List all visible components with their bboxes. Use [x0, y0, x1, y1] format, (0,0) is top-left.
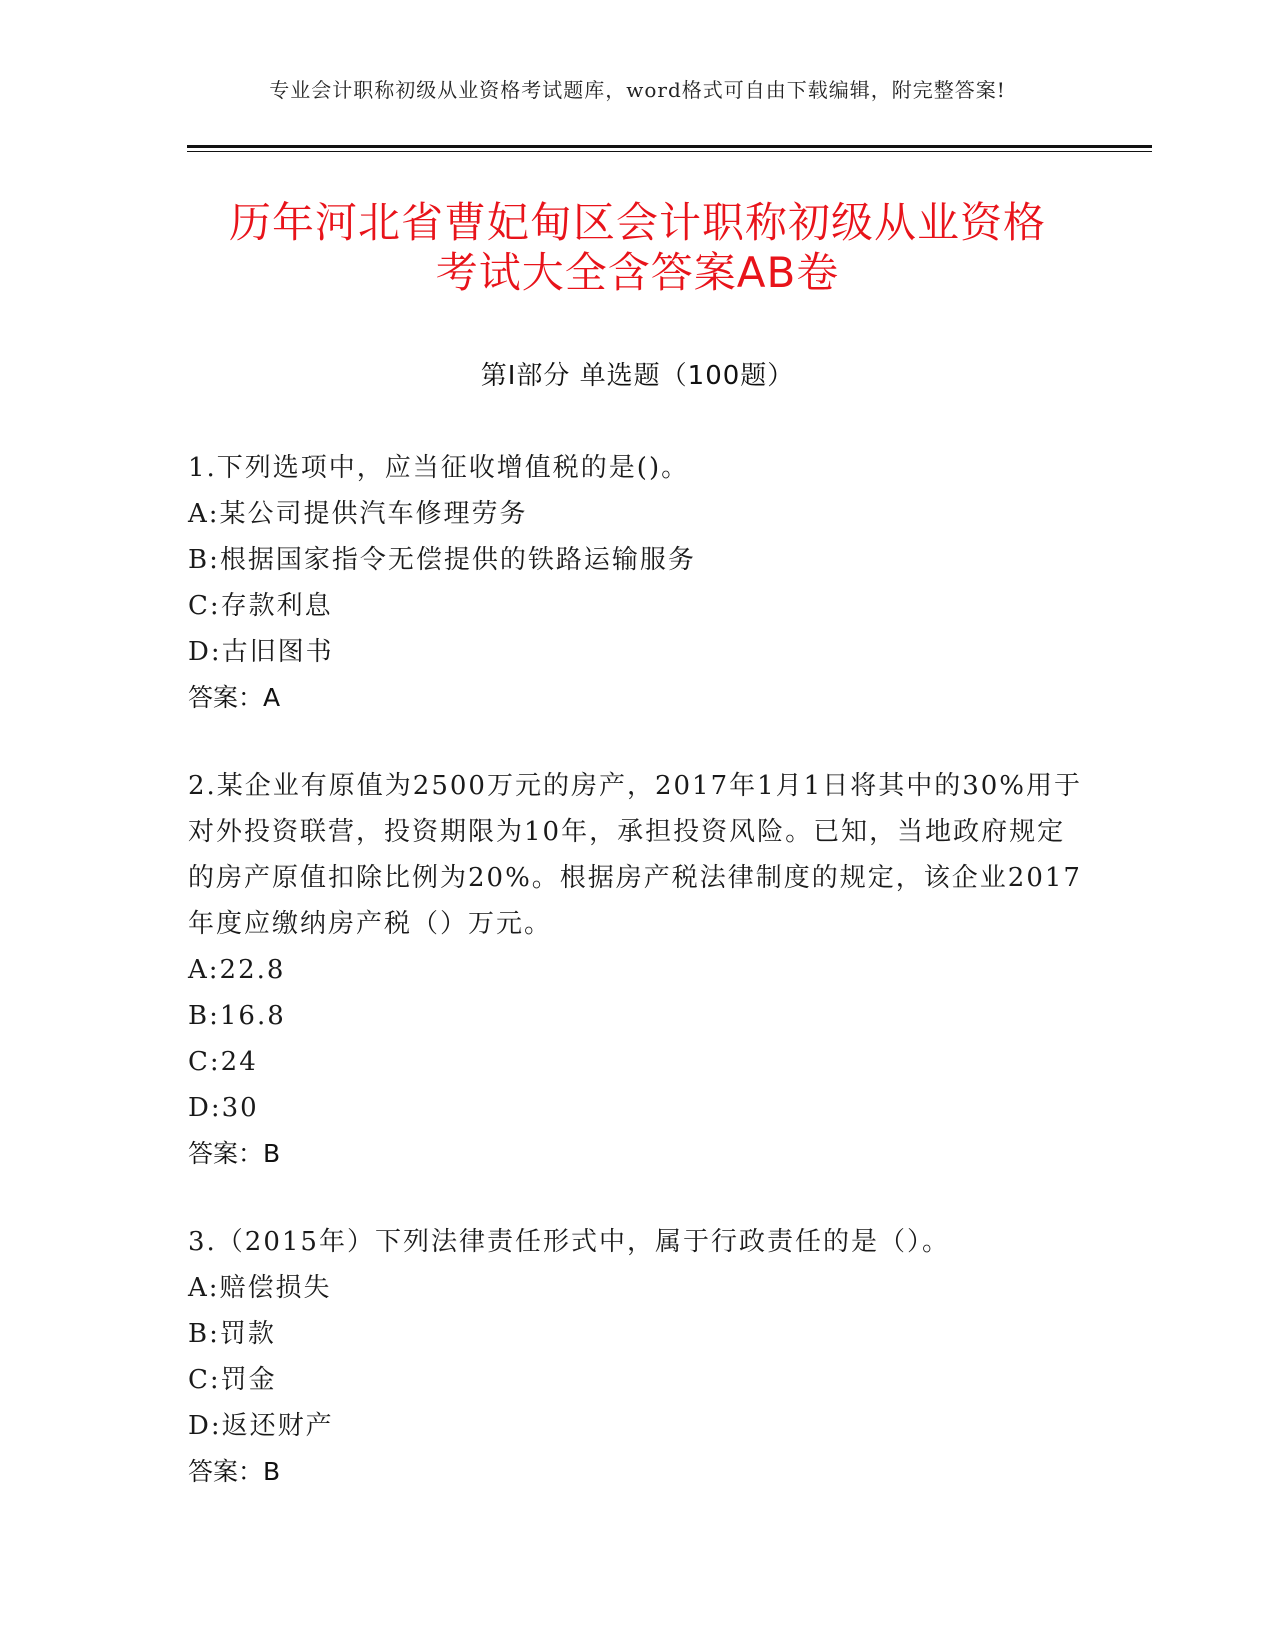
question-2 — [188, 763, 1088, 1177]
section-title: 第Ⅰ部分 单选题（100题） — [480, 361, 795, 391]
option-a: A:某公司提供汽车修理劳务 — [188, 499, 528, 529]
document-title-line-2: 考试大全含答案AB卷 — [435, 248, 840, 297]
answer: 答案：B — [188, 1457, 281, 1486]
question-stem: 3.（2015年）下列法律责任形式中，属于行政责任的是（）。 — [188, 1227, 950, 1257]
option-d: D:返还财产 — [188, 1411, 334, 1441]
option-c: C:24 — [188, 1047, 258, 1077]
option-c: C:存款利息 — [188, 591, 333, 621]
question-stem: 2.某企业有原值为2500万元的房产，2017年1月1日将其中的30%用于对外投资联营，投资期限为10年，承担投资风险。已知，当地政府规定的房产原值扣除比例为20%。根据房产税法律制度的规定，该企业2017年度应缴纳房产税（）万元。 — [188, 771, 1083, 939]
header-rule-thick — [187, 145, 1152, 148]
document-title — [150, 198, 1125, 298]
option-d: D:古旧图书 — [188, 637, 334, 667]
option-a: A:赔偿损失 — [188, 1273, 332, 1303]
question-stem: 1.下列选项中，应当征收增值税的是()。 — [188, 453, 690, 483]
answer: 答案：A — [188, 683, 281, 712]
option-b: B:16.8 — [188, 1001, 286, 1031]
header-note: 专业会计职称初级从业资格考试题库，word格式可自由下载编辑，附完整答案! — [269, 78, 1006, 102]
question-list — [188, 445, 1088, 1537]
option-b: B:根据国家指令无偿提供的铁路运输服务 — [188, 545, 696, 575]
option-b: B:罚款 — [188, 1319, 276, 1349]
answer: 答案：B — [188, 1139, 281, 1168]
question-3 — [188, 1219, 1088, 1495]
option-c: C:罚金 — [188, 1365, 277, 1395]
question-1 — [188, 445, 1088, 721]
option-d: D:30 — [188, 1093, 259, 1123]
document-title-line-1: 历年河北省曹妃甸区会计职称初级从业资格 — [228, 198, 1046, 247]
header-rule-thin — [187, 151, 1152, 152]
option-a: A:22.8 — [188, 955, 286, 985]
